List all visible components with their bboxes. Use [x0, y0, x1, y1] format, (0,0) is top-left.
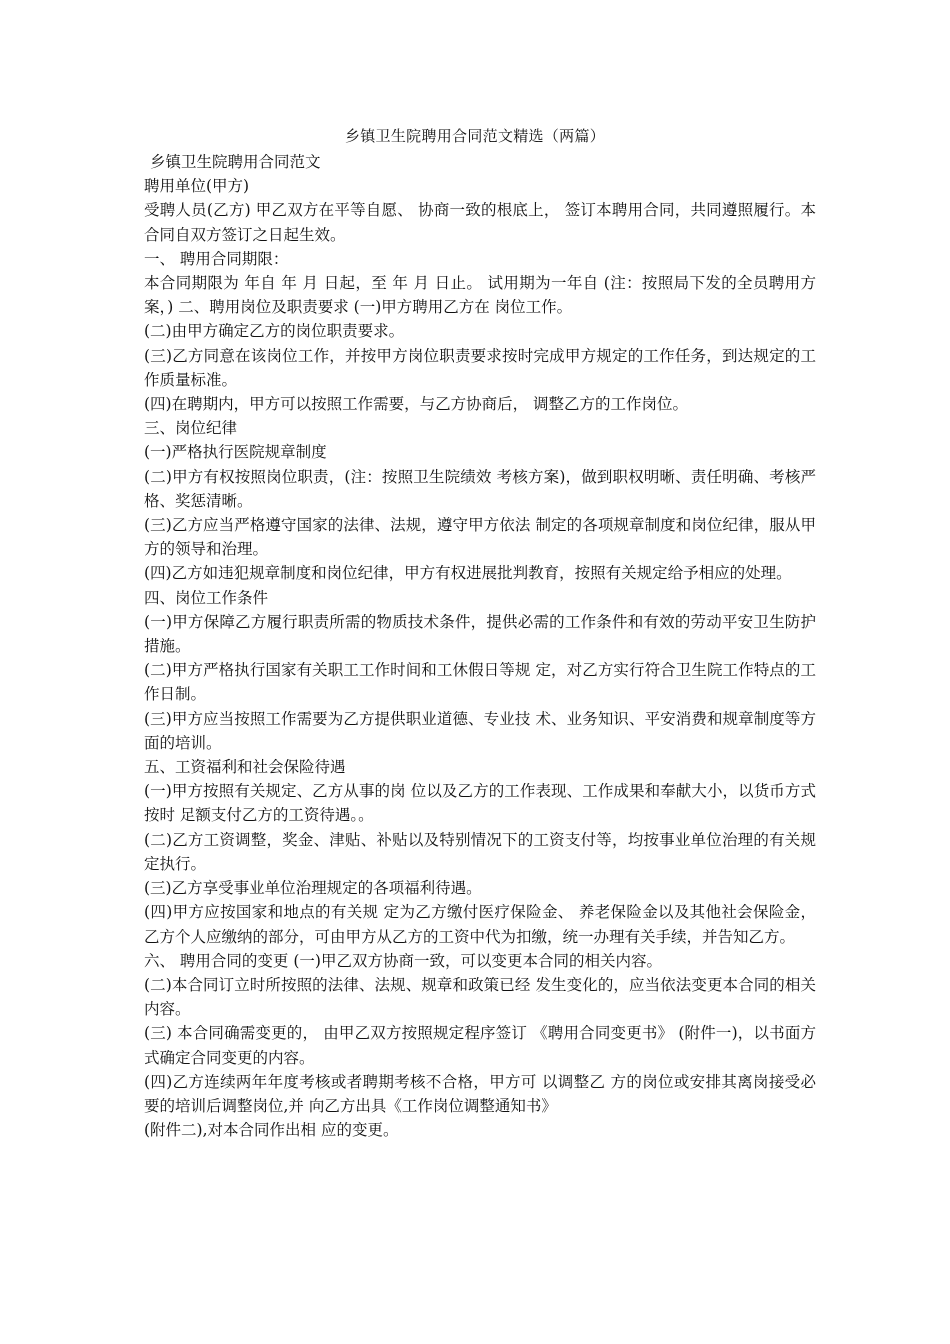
paragraph-wages-4: (四)甲方应按国家和地点的有关规 定为乙方缴付医疗保险金、 养老保险金以及其他社会保险金，乙方个人应缴纳的部分，可由甲方从乙方的工资中代为扣缴，统一办理有关手续，并告知乙方。	[144, 903, 816, 946]
paragraph-change-annex: (附件二),对本合同作出相 应的变更。	[144, 1121, 399, 1140]
paragraph-wages-2: (二)乙方工资调整，奖金、津贴、补贴以及特别情况下的工资支付等，均按事业单位治理的有关规定执行。	[144, 830, 816, 873]
document-title: 乡镇卫生院聘用合同范文精选（两篇）	[344, 127, 606, 145]
heading-contract-change: 六、 聘用合同的变更 (一)甲乙双方协商一致，可以变更本合同的相关内容。	[144, 951, 662, 970]
paragraph-discipline-2: (二)甲方有权按照岗位职责，(注：按照卫生院绩效 考核方案)，做到职权明晰、责任明确、考核严格、奖惩清晰。	[144, 467, 816, 510]
section-subtitle: 乡镇卫生院聘用合同范文	[150, 153, 321, 171]
paragraph-duty-2: (二)由甲方确定乙方的岗位职责要求。	[144, 322, 405, 341]
paragraph-conditions-3: (三)甲方应当按照工作需要为乙方提供职业道德、专业技 术、业务知识、平安消费和规章制度等方面的培训。	[144, 709, 816, 752]
paragraph-discipline-4: (四)乙方如违犯规章制度和岗位纪律，甲方有权进展批判教育，按照有关规定给予相应的处理。	[144, 564, 792, 583]
paragraph-duty-4: (四)在聘期内，甲方可以按照工作需要，与乙方协商后， 调整乙方的工作岗位。	[144, 395, 689, 414]
document-body	[144, 150, 816, 1142]
paragraph-employee-intro: 受聘人员(乙方) 甲乙双方在平等自愿、 协商一致的根底上， 签订本聘用合同，共同遵照履行。本合同自双方签订之日起生效。	[144, 201, 816, 244]
heading-work-conditions: 四、岗位工作条件	[144, 588, 269, 607]
paragraph-conditions-1: (一)甲方保障乙方履行职责所需的物质技术条件，提供必需的工作条件和有效的劳动平安卫生防护措施。	[144, 612, 816, 656]
paragraph-wages-1: (一)甲方按照有关规定、乙方从事的岗 位以及乙方的工作表现、工作成果和奉献大小，以货币方式按时 足额支付乙方的工资待遇。。	[144, 782, 816, 825]
paragraph-wages-3: (三)乙方享受事业单位治理规定的各项福利待遇。	[144, 879, 482, 898]
paragraph-discipline-1: (一)严格执行医院规章制度	[144, 443, 327, 462]
paragraph-change-2: (二)本合同订立时所按照的法律、法规、规章和政策已经 发生变化的，应当依法变更本合同的相关内容。	[144, 975, 816, 1019]
paragraph-change-3: (三) 本合同确需变更的， 由甲乙双方按照规定程序签订 《聘用合同变更书》 (附件一)，以书面方式确定合同变更的内容。	[144, 1024, 816, 1067]
paragraph-employer: 聘用单位(甲方)	[144, 177, 250, 196]
heading-contract-term: 一、 聘用合同期限：	[144, 249, 289, 268]
paragraph-conditions-2: (二)甲方严格执行国家有关职工工作时间和工休假日等规 定，对乙方实行符合卫生院工作特点的工作日制。	[144, 661, 816, 704]
heading-wages-benefits: 五、工资福利和社会保险待遇	[144, 758, 346, 777]
paragraph-change-4: (四)乙方连续两年年度考核或者聘期考核不合格，甲方可 以调整乙 方的岗位或安排其离岗接受必要的培训后调整岗位,并 向乙方出具《工作岗位调整通知书》	[144, 1072, 816, 1115]
paragraph-duty-3: (三)乙方同意在该岗位工作，并按甲方岗位职责要求按时完成甲方规定的工作任务，到达规定的工作质量标准。	[144, 346, 816, 389]
heading-discipline: 三、岗位纪律	[144, 419, 238, 438]
paragraph-discipline-3: (三)乙方应当严格遵守国家的法律、法规，遵守甲方依法 制定的各项规章制度和岗位纪律，服从甲方的领导和治理。	[144, 516, 816, 559]
paragraph-contract-term: 本合同期限为 年自 年 月 日起，至 年 月 日止。 试用期为一年自 (注：按照局下发的全员聘用方案，) 二、聘用岗位及职责要求 (一)甲方聘用乙方在 岗位工作。	[144, 274, 816, 317]
